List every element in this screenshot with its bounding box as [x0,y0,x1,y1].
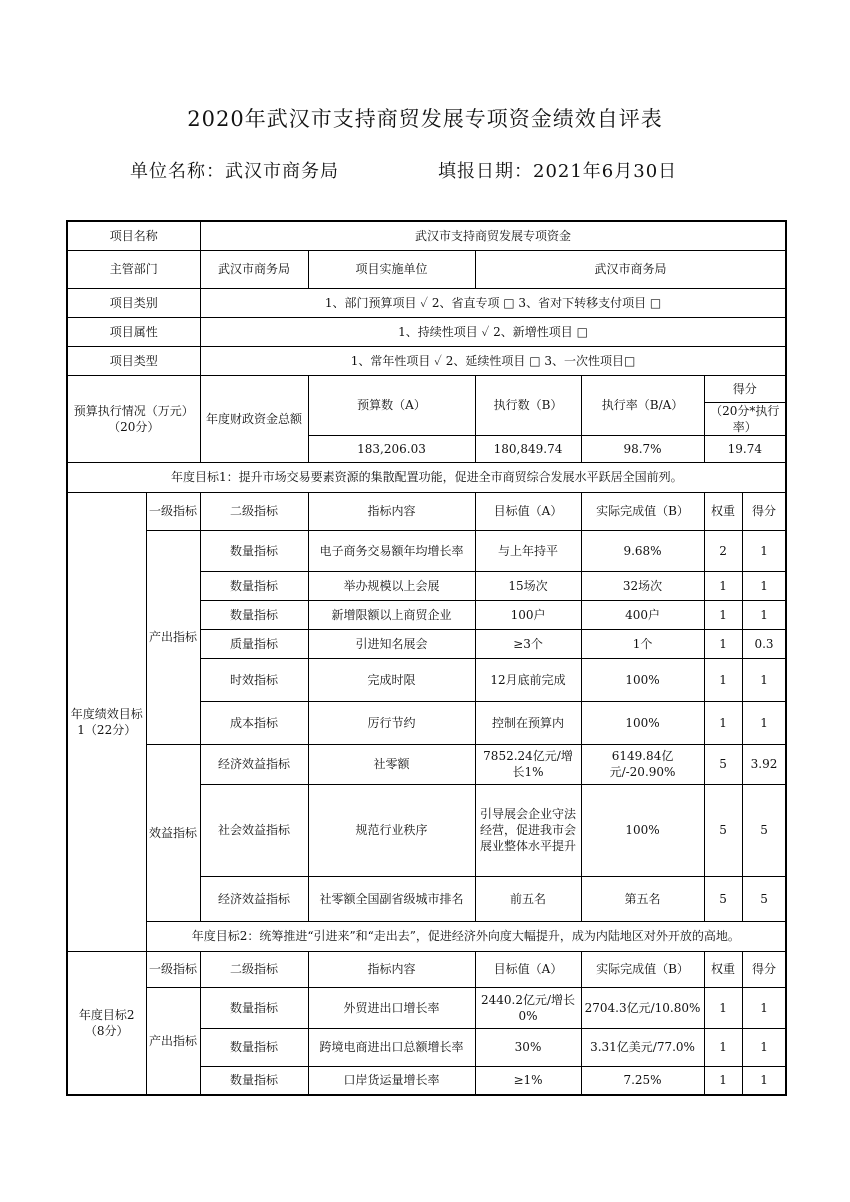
cell-target: 引导展会企业守法经营，促进我市会展业整体水平提升 [475,784,581,876]
goal1-header-weight: 权重 [704,492,742,530]
budget-val-a: 183,206.03 [308,435,475,462]
cell-weight: 1 [704,701,742,744]
goal1-header-target: 目标值（A） [475,492,581,530]
goal2-header-weight: 权重 [704,951,742,987]
goal2-output-label: 产出指标 [146,987,200,1095]
attribute-label: 项目属性 [67,317,200,346]
budget-col-score: 得分 [704,375,786,402]
goal2-header-target: 目标值（A） [475,951,581,987]
goal1-label: 年度绩效目标1（22分） [67,492,146,951]
goal2-label: 年度目标2（8分） [67,951,146,1095]
dept-value: 武汉市商务局 [200,250,308,288]
goal1-header-actual: 实际完成值（B） [581,492,704,530]
cell-target: 15场次 [475,571,581,600]
cell-weight: 1 [704,571,742,600]
attribute-value: 1、持续性项目 ✓ 2、新增性项目 □ [200,317,786,346]
cell-weight: 5 [704,876,742,921]
cell-score: 1 [742,658,786,701]
cell-actual: 100% [581,701,704,744]
budget-val-rate: 98.7% [581,435,704,462]
performance-table [66,220,787,1096]
goal2-header-actual: 实际完成值（B） [581,951,704,987]
cell-score: 3.92 [742,744,786,784]
cell-target: 7852.24亿元/增长1% [475,744,581,784]
table-row [67,744,786,784]
cell-target: 100户 [475,600,581,629]
cell-weight: 1 [704,600,742,629]
report-date: 填报日期：2021年6月30日 [438,161,678,182]
cell-score: 1 [742,530,786,571]
cell-l2: 数量指标 [200,987,308,1028]
impl-unit-label: 项目实施单位 [308,250,475,288]
cell-content: 举办规模以上会展 [308,571,475,600]
goal1-header-l1: 一级指标 [146,492,200,530]
cell-l2: 经济效益指标 [200,744,308,784]
goal2-description: 年度目标2：统筹推进“引进来”和“走出去”，促进经济外向度大幅提升，成为内陆地区对外开放的高地。 [146,921,786,951]
goal1-header-l2: 二级指标 [200,492,308,530]
cell-l2: 数量指标 [200,1066,308,1095]
cell-score: 1 [742,701,786,744]
cell-actual: 400户 [581,600,704,629]
table-row [67,530,786,571]
cell-content: 跨境电商进出口总额增长率 [308,1028,475,1066]
cell-target: ≥3个 [475,629,581,658]
goal1-output-label: 产出指标 [146,530,200,744]
budget-val-score: 19.74 [704,435,786,462]
cell-content: 规范行业秩序 [308,784,475,876]
budget-val-b: 180,849.74 [475,435,581,462]
table-row [67,987,786,1028]
cell-target: ≥1% [475,1066,581,1095]
cell-l2: 经济效益指标 [200,876,308,921]
cell-target: 12月底前完成 [475,658,581,701]
goal1-header-content: 指标内容 [308,492,475,530]
goal1-benefit-label: 效益指标 [146,744,200,921]
cell-l2: 数量指标 [200,571,308,600]
budget-label: 预算执行情况（万元）（20分） [67,375,200,462]
cell-score: 1 [742,571,786,600]
page-title: 2020年武汉市支持商贸发展专项资金绩效自评表 [187,107,663,131]
cell-actual: 9.68% [581,530,704,571]
cell-weight: 2 [704,530,742,571]
cell-score: 5 [742,876,786,921]
cell-actual: 第五名 [581,876,704,921]
goal2-header-score: 得分 [742,951,786,987]
cell-score: 0.3 [742,629,786,658]
dept-label: 主管部门 [67,250,200,288]
cell-content: 引进知名展会 [308,629,475,658]
budget-col-a: 预算数（A） [308,375,475,435]
cell-target: 控制在预算内 [475,701,581,744]
unit-name: 单位名称：武汉市商务局 [130,161,339,182]
cell-weight: 1 [704,1028,742,1066]
cell-actual: 100% [581,784,704,876]
goal2-header-l2: 二级指标 [200,951,308,987]
cell-target: 2440.2亿元/增长0% [475,987,581,1028]
cell-l2: 成本指标 [200,701,308,744]
impl-unit-value: 武汉市商务局 [475,250,786,288]
cell-weight: 1 [704,629,742,658]
cell-content: 完成时限 [308,658,475,701]
cell-content: 外贸进出口增长率 [308,987,475,1028]
cell-actual: 100% [581,658,704,701]
goal2-header-l1: 一级指标 [146,951,200,987]
cell-content: 口岸货运量增长率 [308,1066,475,1095]
cell-content: 新增限额以上商贸企业 [308,600,475,629]
cell-score: 1 [742,1028,786,1066]
cell-score: 1 [742,1066,786,1095]
goal1-header-score: 得分 [742,492,786,530]
cell-weight: 5 [704,744,742,784]
cell-weight: 1 [704,658,742,701]
budget-col-score-formula: （20分*执行率） [704,402,786,435]
cell-target: 前五名 [475,876,581,921]
cell-l2: 时效指标 [200,658,308,701]
cell-actual: 3.31亿美元/77.0% [581,1028,704,1066]
cell-l2: 社会效益指标 [200,784,308,876]
cell-content: 社零额全国副省级城市排名 [308,876,475,921]
cell-l2: 数量指标 [200,530,308,571]
project-name-value: 武汉市支持商贸发展专项资金 [200,221,786,250]
cell-actual: 1个 [581,629,704,658]
cell-score: 1 [742,600,786,629]
cell-content: 社零额 [308,744,475,784]
cell-weight: 5 [704,784,742,876]
category-value: 1、部门预算项目 ✓ 2、省直专项 □ 3、省对下转移支付项目 □ [200,288,786,317]
cell-score: 1 [742,987,786,1028]
cell-target: 与上年持平 [475,530,581,571]
cell-actual: 6149.84亿元/-20.90% [581,744,704,784]
cell-content: 电子商务交易额年均增长率 [308,530,475,571]
cell-l2: 数量指标 [200,600,308,629]
budget-row-label: 年度财政资金总额 [200,375,308,462]
cell-weight: 1 [704,987,742,1028]
goal1-description: 年度目标1：提升市场交易要素资源的集散配置功能，促进全市商贸综合发展水平跃居全国前列。 [67,462,786,492]
type-label: 项目类型 [67,346,200,375]
budget-col-b: 执行数（B） [475,375,581,435]
cell-actual: 7.25% [581,1066,704,1095]
cell-weight: 1 [704,1066,742,1095]
cell-score: 5 [742,784,786,876]
cell-l2: 数量指标 [200,1028,308,1066]
category-label: 项目类别 [67,288,200,317]
budget-col-rate: 执行率（B/A） [581,375,704,435]
cell-l2: 质量指标 [200,629,308,658]
cell-actual: 2704.3亿元/10.80% [581,987,704,1028]
cell-target: 30% [475,1028,581,1066]
type-value: 1、常年性项目 ✓ 2、延续性项目 □ 3、一次性项目□ [200,346,786,375]
cell-content: 厉行节约 [308,701,475,744]
project-name-label: 项目名称 [67,221,200,250]
goal2-header-content: 指标内容 [308,951,475,987]
cell-actual: 32场次 [581,571,704,600]
